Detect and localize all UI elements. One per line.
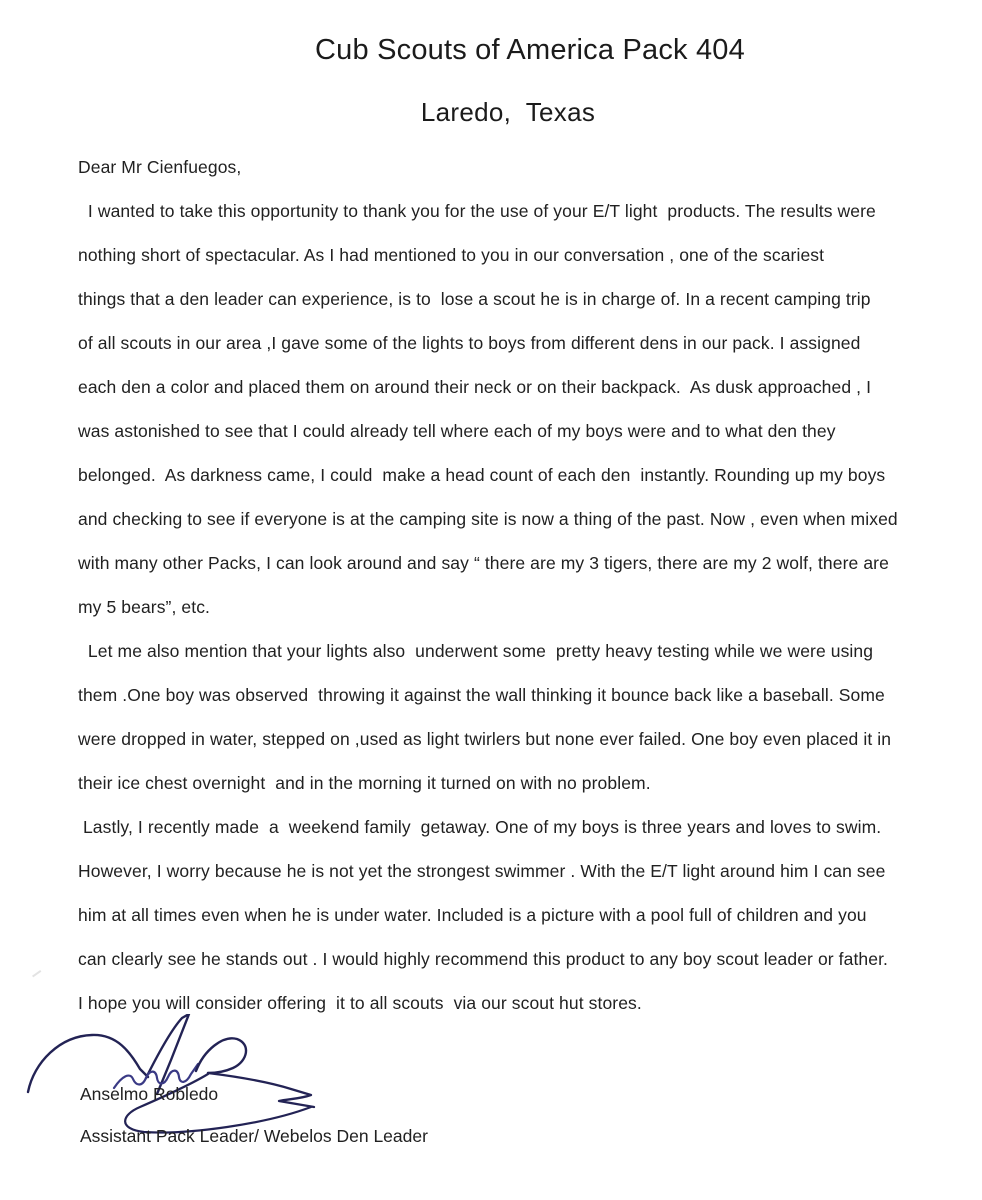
letter-line: I wanted to take this opportunity to thank you for the use of your E/T light products. The results were — [78, 201, 876, 221]
letter-line: can clearly see he stands out . I would highly recommend this product to any boy scout leader or father. — [78, 949, 889, 969]
letter-line: each den a color and placed them on around their neck or on their backpack. As dusk approached , I — [78, 377, 872, 397]
letter-line: their ice chest overnight and in the morning it turned on with no problem. — [78, 773, 651, 793]
letter-line: were dropped in water, stepped on ,used as light twirlers but none ever failed. One boy even placed it in — [78, 729, 892, 749]
letter-line: Lastly, I recently made a weekend family getaway. One of my boys is three years and loves to swim. — [78, 817, 882, 837]
letter-salutation: Dear Mr Cienfuegos, — [78, 157, 242, 177]
letter-line: belonged. As darkness came, I could make a head count of each den instantly. Rounding up my boys — [78, 465, 886, 485]
letter-title: Cub Scouts of America Pack 404 — [315, 34, 745, 66]
handwritten-signature — [18, 1014, 338, 1136]
letter-line: nothing short of spectacular. As I had mentioned to you in our conversation , one of the scariest — [78, 245, 825, 265]
letter-line: things that a den leader can experience, is to lose a scout he is in charge of. In a recent camping trip — [78, 289, 871, 309]
letter-line: I hope you will consider offering it to all scouts via our scout hut stores. — [78, 993, 642, 1013]
signature-role: Assistant Pack Leader/ Webelos Den Leader — [80, 1126, 428, 1146]
letter-body — [78, 145, 923, 1025]
letter-line: However, I worry because he is not yet the strongest swimmer . With the E/T light around him I can see — [78, 861, 886, 881]
signature-name: Anselmo Robledo — [80, 1084, 219, 1104]
letter-line: Let me also mention that your lights also underwent some pretty heavy testing while we were using — [78, 641, 874, 661]
letter-line: them .One boy was observed throwing it against the wall thinking it bounce back like a baseball. Some — [78, 685, 885, 705]
letter-line: was astonished to see that I could already tell where each of my boys were and to what den they — [78, 421, 836, 441]
letter-line: and checking to see if everyone is at the camping site is now a thing of the past. Now , even when mixed — [78, 509, 898, 529]
letter-line: with many other Packs, I can look around and say “ there are my 3 tigers, there are my 2 wolf, there are — [78, 553, 889, 573]
letter-line: of all scouts in our area ,I gave some of the lights to boys from different dens in our pack. I assigned — [78, 333, 861, 353]
scan-smudge-artifact — [32, 970, 46, 984]
letter-line: my 5 bears”, etc. — [78, 597, 211, 617]
letter-line: him at all times even when he is under water. Included is a picture with a pool full of children and you — [78, 905, 867, 925]
letter-location: Laredo, Texas — [420, 97, 596, 127]
